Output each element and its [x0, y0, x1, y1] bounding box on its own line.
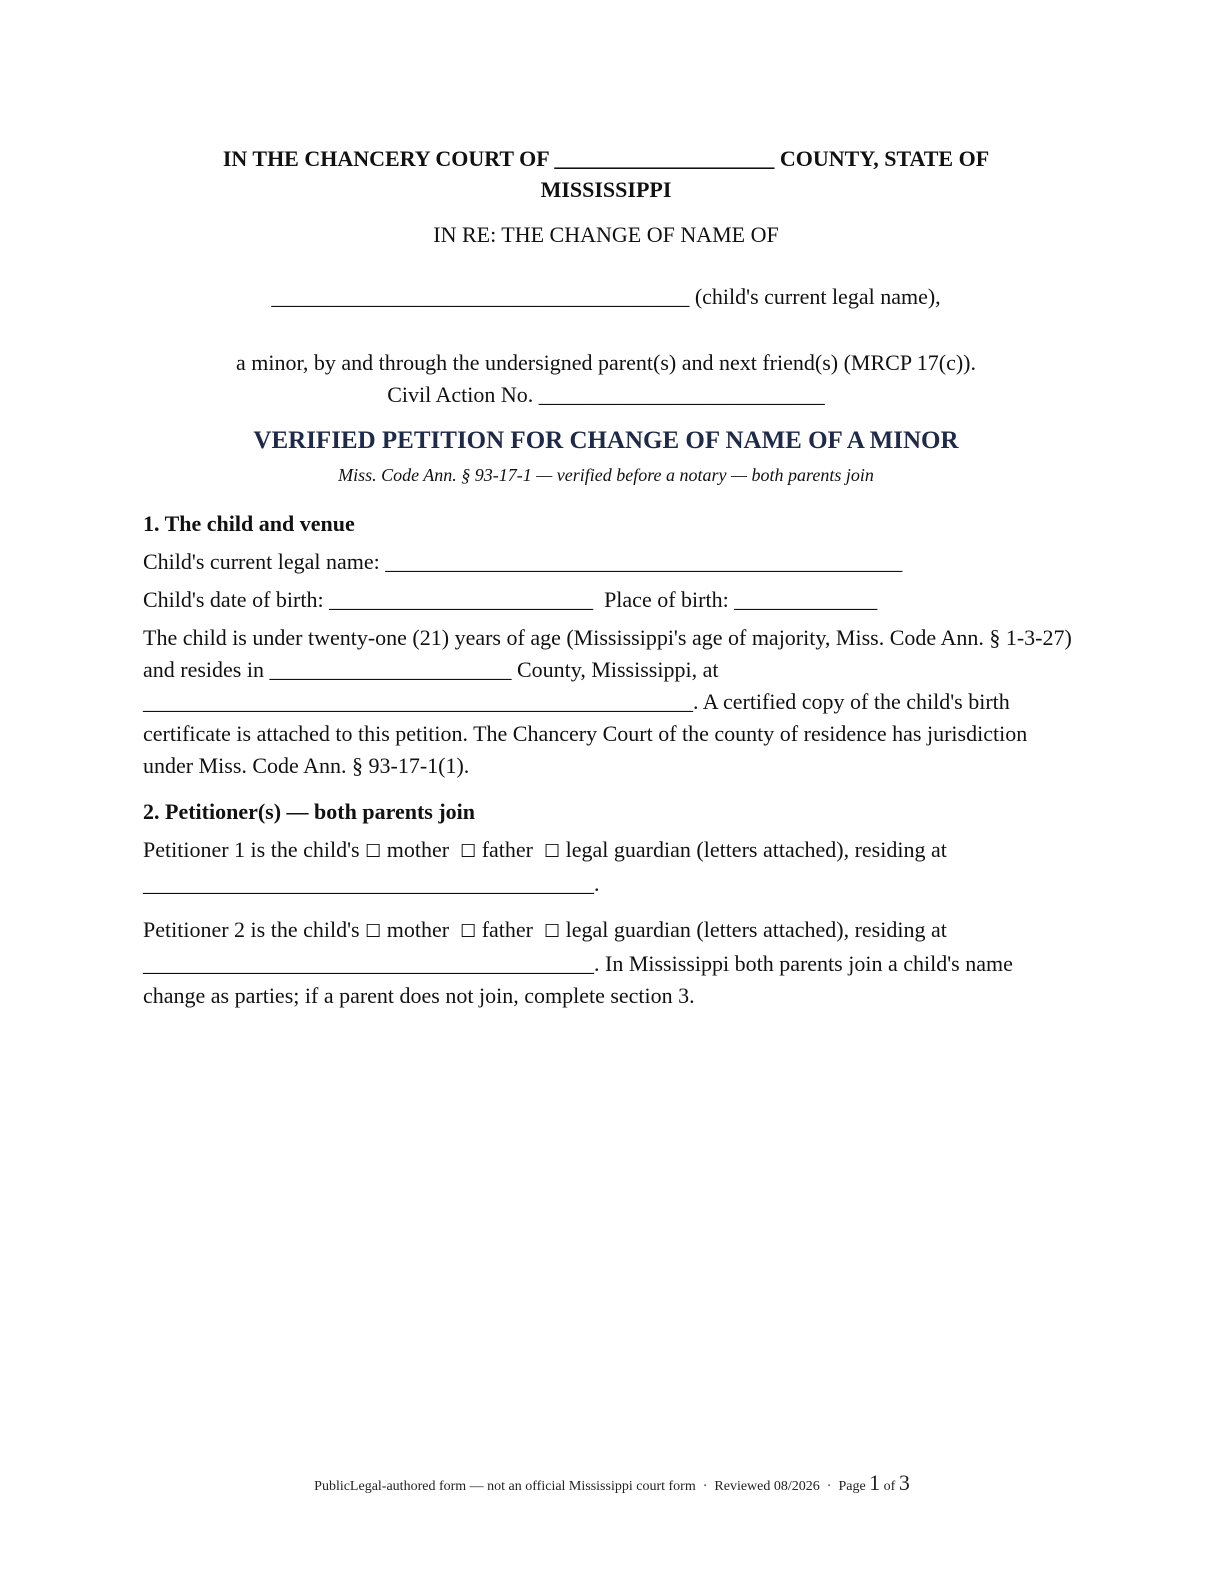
checkbox-father-2[interactable]: ☐ — [460, 921, 477, 942]
court-prefix: IN THE CHANCERY COURT OF — [222, 146, 549, 171]
pob-blank[interactable]: _____________ — [734, 587, 878, 612]
section-2-heading: 2. Petitioner(s) — both parents join — [143, 799, 476, 824]
p1-address-blank[interactable]: _________________________________________ — [143, 871, 594, 896]
court-suffix: COUNTY, STATE OF — [779, 146, 990, 171]
court-caption — [143, 143, 1069, 205]
residence-paragraph — [143, 622, 1073, 782]
civil-action-label: Civil Action No. — [387, 382, 534, 407]
p1-end: . — [594, 871, 600, 896]
dob-label: Child's date of birth: — [143, 587, 324, 612]
address-blank[interactable]: __________________________________________________ — [143, 689, 693, 714]
county-blank[interactable]: ____________________ — [554, 146, 775, 171]
page-number: 1 — [869, 1470, 881, 1495]
petition-body — [143, 508, 1073, 1012]
residence-text-b: County, Mississippi, at — [516, 657, 719, 682]
checkbox-guardian-1[interactable]: ☐ — [544, 841, 561, 862]
birth-row — [143, 584, 1073, 616]
guardian-label-1: legal guardian (letters attached), residing at — [565, 837, 947, 862]
section-1-heading: 1. The child and venue — [143, 511, 355, 536]
p2-end: . In Mississippi both parents join a child's name change as parties; if a parent does not join, complete section 3. — [143, 951, 1013, 1008]
child-name-caption — [143, 284, 1069, 310]
p2-prefix: Petitioner 2 is the child's — [143, 917, 360, 942]
document-title: VERIFIED PETITION FOR CHANGE OF NAME OF A MINOR — [253, 427, 959, 454]
father-label-2: father — [481, 917, 534, 942]
guardian-label-2: legal guardian (letters attached), residing at — [565, 917, 947, 942]
court-state: MISSISSIPPI — [540, 177, 672, 202]
p1-prefix: Petitioner 1 is the child's — [143, 837, 360, 862]
petitioner-2-paragraph — [143, 914, 1073, 1012]
footer-separator: · — [702, 1479, 708, 1494]
minor-line: a minor, by and through the undersigned parent(s) and next friend(s) (MRCP 17(c)). — [235, 350, 976, 375]
mother-label-2: mother — [386, 917, 450, 942]
footer-note: PublicLegal-authored form — not an official Mississippi court form — [314, 1479, 696, 1494]
current-name-row — [143, 546, 1073, 578]
petitioner-1-paragraph — [143, 834, 1073, 900]
page-label: Page — [838, 1479, 866, 1494]
child-name-blank[interactable]: ______________________________________ — [271, 284, 690, 309]
document-subtitle: Miss. Code Ann. § 93-17-1 — verified before a notary — both parents join — [338, 465, 874, 485]
pob-label: Place of birth: — [604, 587, 729, 612]
residence-text-c: . A certified copy of the child's birth certificate is attached to this petition. The Chancery Court of the county of residence has jurisdiction under Miss. Code Ann. § 93-17-1(1). — [143, 689, 1028, 778]
child-name-label: (child's current legal name), — [694, 284, 941, 309]
checkbox-father-1[interactable]: ☐ — [460, 841, 477, 862]
current-name-blank[interactable]: _______________________________________________ — [385, 549, 903, 574]
county-residence-blank[interactable]: ______________________ — [269, 657, 512, 682]
dob-blank[interactable]: ________________________ — [329, 587, 594, 612]
father-label-1: father — [481, 837, 534, 862]
residence-text-a: The child is under twenty-one (21) years of age (Mississippi's age of majority, Miss. Code Ann. § 1-3-27) and resides in — [143, 625, 1072, 682]
page-footer — [0, 1470, 1224, 1496]
checkbox-mother-1[interactable]: ☐ — [365, 841, 382, 862]
footer-separator-2: · — [826, 1479, 832, 1494]
civil-action-blank[interactable]: __________________________ — [538, 382, 825, 407]
mother-label-1: mother — [386, 837, 450, 862]
checkbox-guardian-2[interactable]: ☐ — [544, 921, 561, 942]
page-total: 3 — [898, 1470, 910, 1495]
in-re-line: IN RE: THE CHANGE OF NAME OF — [433, 222, 779, 247]
minor-caption — [143, 347, 1069, 411]
current-name-label: Child's current legal name: — [143, 549, 380, 574]
p2-address-blank[interactable]: _________________________________________ — [143, 951, 594, 976]
of-label: of — [883, 1479, 896, 1494]
checkbox-mother-2[interactable]: ☐ — [365, 921, 382, 942]
footer-reviewed: Reviewed 08/2026 — [714, 1479, 820, 1494]
